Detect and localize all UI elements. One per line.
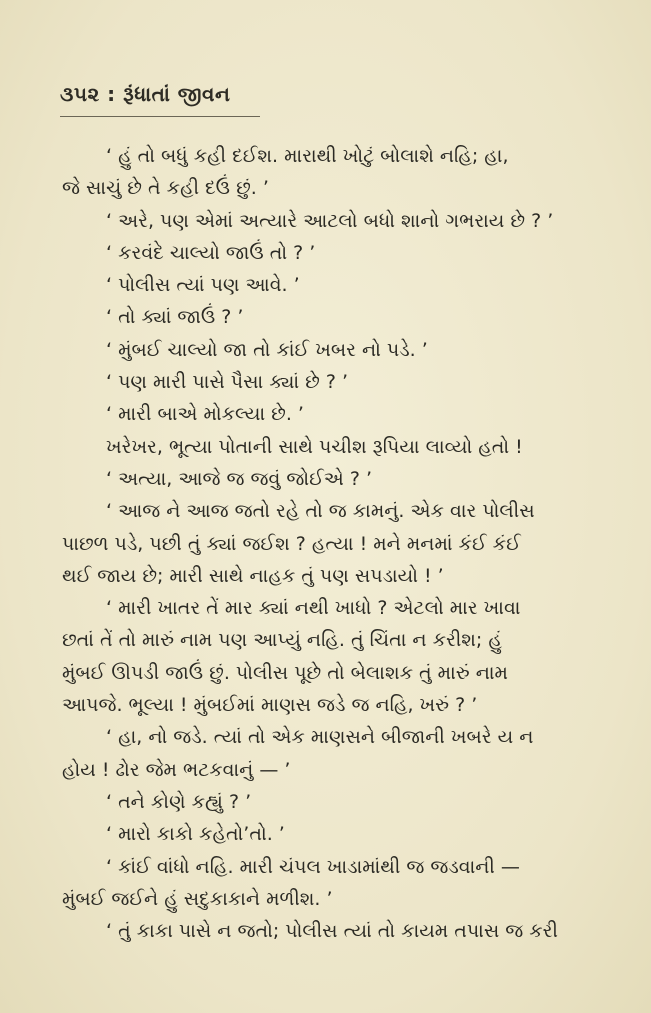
text-line: ‘ મારી બાએ મોકલ્યા છે. ’ [106,403,304,426]
text-line: ‘ હા, નો જડે. ત્યાં તો એક માણસને બીજાની ખબરે ય ન [106,726,534,749]
text-line: મુંબઈ ઊપડી જાઉં છું. પોલીસ પૂછે તો બેલાશક તું મારું નામ [62,661,508,684]
text-line: ‘ તો ક્યાં જાઉં ? ’ [106,306,244,329]
text-line: ‘ અત્યા, આજે જ જવું જોઈએ ? ’ [106,467,373,490]
text-line: ‘ મારી ખાતર તેં માર ક્યાં નથી ખાધો ? એટલો માર ખાવા [106,597,521,620]
text-line: છતાં તેં તો મારું નામ પણ આપ્યું નહિ. તું ચિંતા ન કરીશ; હું [62,629,502,652]
running-header [60,82,230,106]
text-line: હોય ! ઢોર જેમ ભટકવાનું — ’ [62,758,291,781]
text-line: ‘ કરવંદે ચાલ્યો જાઉં તો ? ’ [106,241,316,264]
text-line: ‘ તું કાકા પાસે ન જતો; પોલીસ ત્યાં તો કાયમ તપાસ જ કરી [106,920,558,943]
text-line: ‘ અરે, પણ એમાં અત્યારે આટલો બધો શાનો ગભરાય છે ? ’ [106,209,554,232]
text-line: પાછળ પડે, પછી તું ક્યાં જઈશ ? હત્યા ! મને મનમાં કંઈ કંઈ [62,532,521,555]
text-line: ‘ હું તો બધું કહી દઈશ. મારાથી ખોટું બોલાશે નહિ; હા, [106,145,509,167]
text-line: ‘ પોલીસ ત્યાં પણ આવે. ’ [106,274,300,297]
text-line: ‘ આજ ને આજ જતો રહે તો જ કામનું. એક વાર પોલીસ [106,500,535,523]
text-line: ‘ મુંબઈ ચાલ્યો જા તો કાંઈ ખબર નો પડે. ’ [106,338,428,361]
text-line: થઈ જાય છે; મારી સાથે નાહક તું પણ સપડાયો ! ’ [62,564,444,587]
body-text [62,140,614,947]
header-underline [60,116,260,117]
chapter-title: રૂંધાતાં જીવન [123,82,231,106]
text-line: મુંબઈ જઈને હું સદુકાકાને મળીશ. ’ [62,887,333,910]
text-line: ‘ તને કોણે કહ્યું ? ’ [106,790,252,813]
page-number: ૩૫૨ [60,82,100,106]
text-line: આપજે. ભૂલ્યા ! મુંબઈમાં માણસ જડે જ નહિ, ખરું ? ’ [62,694,478,717]
header-separator: : [107,82,116,106]
text-line: જે સાચું છે તે કહી દઉં છું. ’ [62,177,269,200]
text-line: ‘ કાંઈ વાંધો નહિ. મારી ચંપલ ખાડામાંથી જ જડવાની — [106,855,520,878]
text-line: ‘ પણ મારી પાસે પૈસા ક્યાં છે ? ’ [106,371,349,394]
text-line: ખરેખર, ભૂત્યા પોતાની સાથે પચીશ રૂપિયા લાવ્યો હતો ! [106,435,523,458]
text-line: ‘ મારો કાકો કહેતો’તો. ’ [106,823,285,846]
